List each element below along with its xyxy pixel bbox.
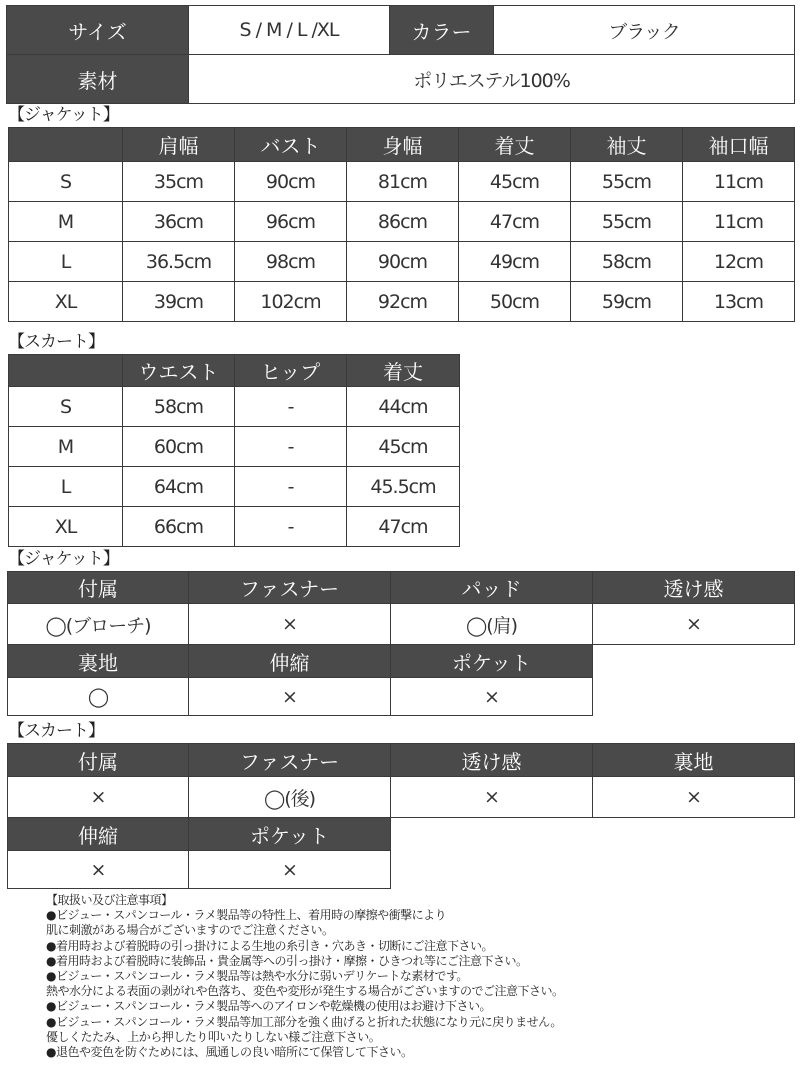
material-label: 素材 [7,55,189,104]
jacket-header: 肩幅 [123,128,235,162]
size-cell: XL [9,507,123,547]
table-row [9,427,460,467]
jacket-size-table [8,127,795,322]
skirt-header: 着丈 [347,355,460,387]
value-cell: 45cm [347,427,460,467]
value-cell: 64cm [123,467,235,507]
jacket-size-title: 【ジャケット】 [8,105,119,125]
jacket-detail-header: 裏地 [8,645,189,678]
spec-table [6,5,795,104]
care-note-line: ●着用時および着脱時に装飾品・貴金属等への引っ掛け・摩擦・ひきつれ等にご注意下さい。 [46,953,528,968]
value-cell: 11cm [683,202,795,242]
table-row [9,387,460,427]
jacket-header: 身幅 [347,128,459,162]
value-cell: 36.5cm [123,242,235,282]
jacket-header: 袖口幅 [683,128,795,162]
empty-cell [391,818,593,851]
value-cell: 96cm [235,202,347,242]
empty-cell [391,851,593,889]
jacket-detail-header: 付属 [8,572,189,604]
value-cell: 98cm [235,242,347,282]
skirt-detail-header: 付属 [8,744,189,777]
skirt-detail-title: 【スカート】 [8,721,104,741]
care-note-line: ●ビジュー・スパンコール・ラメ製品等へのアイロンや乾燥機の使用はお避け下さい。 [46,999,492,1014]
jacket-size-corner [9,128,123,162]
size-cell: L [9,467,123,507]
jacket-detail-value: ◯(肩) [391,604,593,645]
care-note-line: 肌に刺激がある場合がございますのでご注意ください。 [46,923,334,938]
jacket-detail-header: ポケット [391,645,593,678]
value-cell: 60cm [123,427,235,467]
skirt-detail-header: 伸縮 [8,818,189,851]
value-cell: 90cm [235,162,347,202]
skirt-detail-value: ◯(後) [189,777,391,818]
jacket-detail-value: × [391,678,593,716]
skirt-detail-value: × [8,851,189,889]
value-cell: - [235,467,347,507]
jacket-detail-value: ◯ [8,678,189,716]
value-cell: 45.5cm [347,467,460,507]
care-note-line: ●ビジュー・スパンコール・ラメ製品等加工部分を強く曲げると折れた状態になり元に戻りません。 [46,1014,562,1029]
jacket-detail-header: 伸縮 [189,645,391,678]
value-cell: 86cm [347,202,459,242]
skirt-size-title: 【スカート】 [8,332,104,352]
skirt-size-corner [9,355,123,387]
value-cell: - [235,507,347,547]
care-note-line: 優しくたたみ、上から押したり叩いたりしない様ご注意下さい。 [46,1029,381,1044]
jacket-detail-value: × [593,604,795,645]
value-cell: 47cm [347,507,460,547]
size-cell: M [9,427,123,467]
table-row [9,282,795,322]
care-note-line: ●ビジュー・スパンコール・ラメ製品等の特性上、着用時の摩擦や衝撃により [46,908,447,923]
value-cell: 36cm [123,202,235,242]
value-cell: 35cm [123,162,235,202]
size-cell: L [9,242,123,282]
value-cell: 81cm [347,162,459,202]
value-cell: 55cm [571,202,683,242]
jacket-detail-header: 透け感 [593,572,795,604]
value-cell: - [235,427,347,467]
value-cell: 90cm [347,242,459,282]
value-cell: 44cm [347,387,460,427]
skirt-detail-value: × [391,777,593,818]
value-cell: 47cm [459,202,571,242]
jacket-detail-title: 【ジャケット】 [8,549,119,569]
size-cell: S [9,387,123,427]
value-cell: 39cm [123,282,235,322]
value-cell: 55cm [571,162,683,202]
skirt-detail-value: × [8,777,189,818]
value-cell: 59cm [571,282,683,322]
material-value: ポリエステル100% [189,55,795,104]
empty-cell [593,678,795,716]
care-note-line: ●退色や変色を防ぐためには、風通しの良い暗所にて保管して下さい。 [46,1045,413,1060]
value-cell: - [235,387,347,427]
size-cell: S [9,162,123,202]
value-cell: 11cm [683,162,795,202]
jacket-detail-header: パッド [391,572,593,604]
table-row [9,467,460,507]
jacket-detail-value: ◯(ブローチ) [8,604,189,645]
value-cell: 102cm [235,282,347,322]
jacket-detail-table [7,571,795,716]
empty-cell [593,818,795,851]
empty-cell [593,645,795,678]
care-note-line: ●着用時および着脱時の引っ掛けによる生地の糸引き・穴あき・切断にご注意下さい。 [46,938,493,953]
skirt-detail-value: × [189,851,391,889]
skirt-detail-header: 裏地 [593,744,795,777]
skirt-header: ウエスト [123,355,235,387]
value-cell: 13cm [683,282,795,322]
size-value: S / M / L /XL [189,6,390,55]
care-notes [46,893,786,1060]
table-row [9,202,795,242]
value-cell: 58cm [571,242,683,282]
jacket-header: バスト [235,128,347,162]
skirt-header: ヒップ [235,355,347,387]
skirt-detail-header: ポケット [189,818,391,851]
care-note-line: ●ビジュー・スパンコール・ラメ製品等は熱や水分に弱いデリケートな素材です。 [46,969,468,984]
skirt-size-table [8,354,460,547]
empty-cell [593,851,795,889]
skirt-detail-value: × [593,777,795,818]
size-cell: XL [9,282,123,322]
value-cell: 58cm [123,387,235,427]
skirt-detail-header: 透け感 [391,744,593,777]
skirt-detail-table [7,743,795,889]
table-row [9,507,460,547]
jacket-header: 袖丈 [571,128,683,162]
value-cell: 49cm [459,242,571,282]
jacket-header: 着丈 [459,128,571,162]
table-row [9,162,795,202]
value-cell: 92cm [347,282,459,322]
care-notes-title: 【取扱い及び注意事項】 [46,893,173,907]
jacket-detail-value: × [189,678,391,716]
table-row [9,242,795,282]
value-cell: 12cm [683,242,795,282]
size-label: サイズ [7,6,189,55]
value-cell: 66cm [123,507,235,547]
value-cell: 50cm [459,282,571,322]
jacket-detail-header: ファスナー [189,572,391,604]
value-cell: 45cm [459,162,571,202]
care-note-line: 熱や水分による表面の剥がれや色落ち、変色や変形が発生する場合がございますのでご注意下さい。 [46,984,564,999]
size-cell: M [9,202,123,242]
skirt-detail-header: ファスナー [189,744,391,777]
color-label: カラー [390,6,494,55]
color-value: ブラック [494,6,795,55]
jacket-detail-value: × [189,604,391,645]
